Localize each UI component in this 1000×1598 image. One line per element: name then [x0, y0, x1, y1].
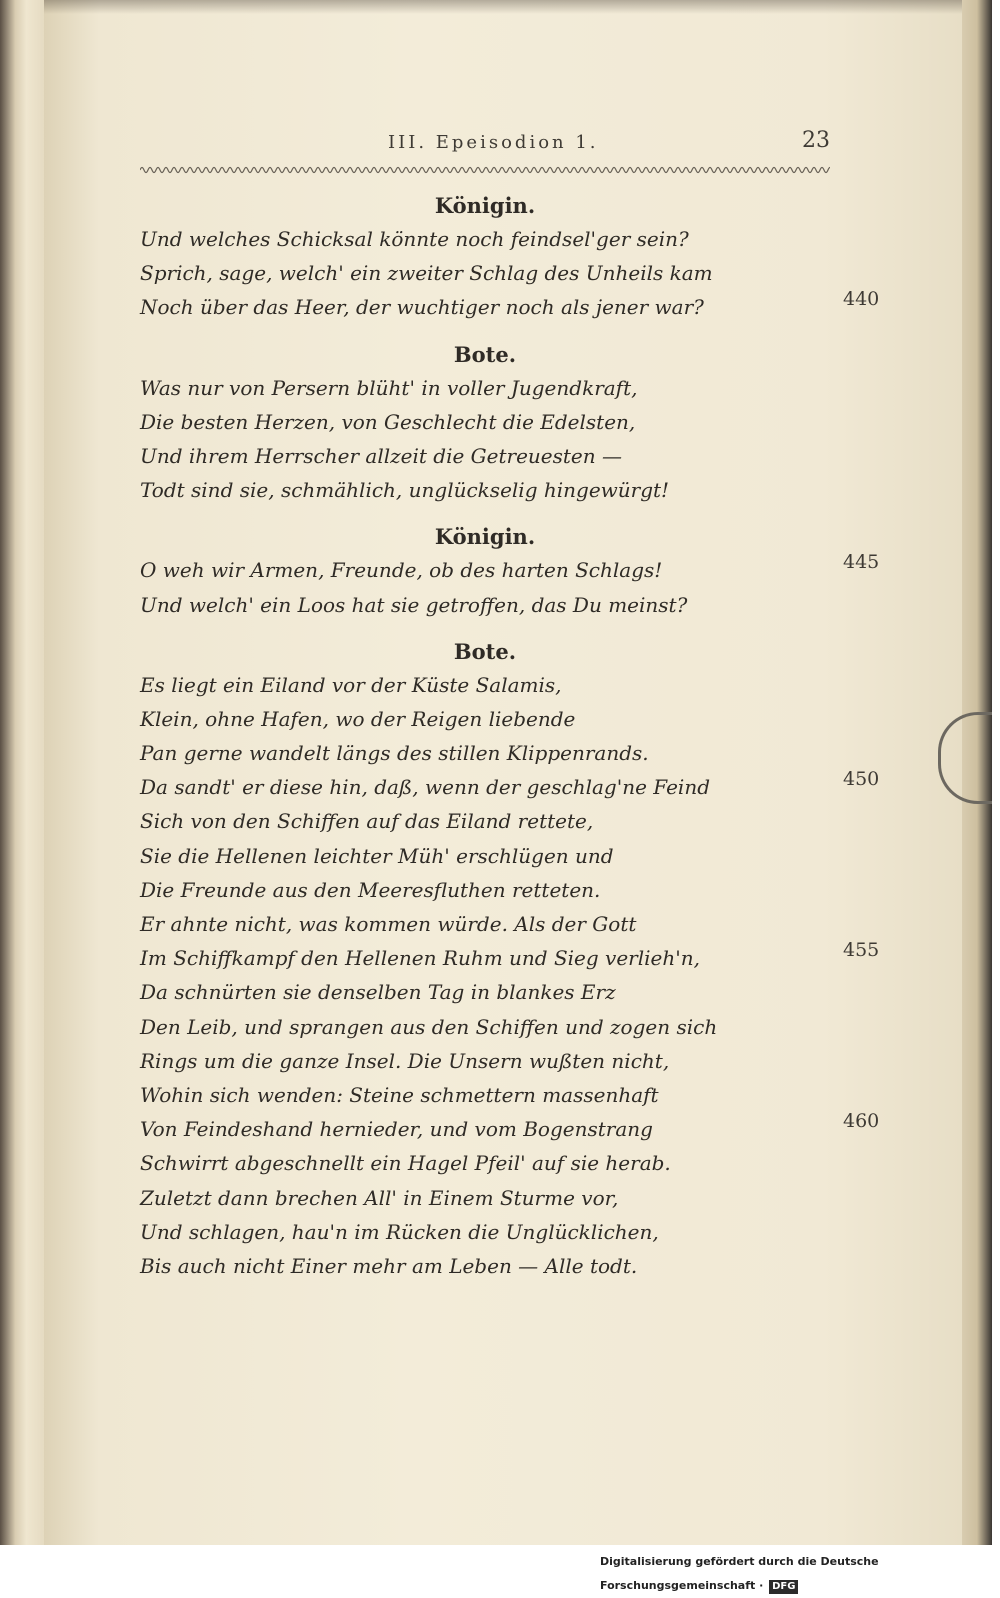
- header-title: III. Epeisodion 1.: [388, 132, 599, 153]
- book-edge: [0, 0, 44, 1545]
- verse-line: [140, 873, 900, 907]
- verse-line: [140, 405, 900, 439]
- verse-line: [140, 473, 900, 507]
- verse-text: Wohin sich wenden: Steine schmettern massenhaft: [140, 1082, 659, 1107]
- line-number: 450: [843, 768, 880, 791]
- verse-text: Von Feindeshand hernieder, und vom Bogenstrang: [140, 1117, 653, 1142]
- block-gap: [140, 325, 900, 339]
- verse-line: [140, 1044, 900, 1078]
- verse-line: [140, 1215, 900, 1249]
- verse-text: Da schnürten sie denselben Tag in blankes Erz: [140, 980, 616, 1005]
- page-shadow: [44, 0, 962, 14]
- verse-line: [140, 804, 900, 838]
- verse-text: Klein, ohne Hafen, wo der Reigen liebende: [140, 706, 576, 731]
- verse-text: Pan gerne wandelt längs des stillen Klippenrands.: [140, 741, 649, 766]
- verse-line: [140, 668, 900, 702]
- verse-text: Es liegt ein Eiland vor der Küste Salamis,: [140, 672, 562, 697]
- verse-line: [140, 553, 900, 587]
- verse-line: [140, 439, 900, 473]
- verse-text: Sie die Hellenen leichter Müh' erschlügen und: [140, 843, 614, 868]
- verse-text: Schwirrt abgeschnellt ein Hagel Pfeil' auf sie herab.: [140, 1151, 671, 1176]
- running-header: [140, 128, 830, 162]
- ornamental-rule: [140, 163, 830, 177]
- speaker-name: Königin.: [434, 193, 536, 218]
- verse-text: Da sandt' er diese hin, daß, wenn der geschlag'ne Feind: [140, 775, 711, 800]
- verse-line: [140, 371, 900, 405]
- verse-line: [140, 941, 900, 975]
- verse-text: Rings um die ganze Insel. Die Unsern wußten nicht,: [140, 1048, 670, 1073]
- verse-text: Die Freunde aus den Meeresfluthen retteten.: [140, 877, 601, 902]
- verse-line: [140, 290, 900, 324]
- verse-line: [140, 907, 900, 941]
- verse-text: Er ahnte nicht, was kommen würde. Als der Gott: [140, 912, 637, 936]
- verse-text: Noch über das Heer, der wuchtiger noch als jener war?: [140, 295, 704, 320]
- verse-text: Den Leib, und sprangen aus den Schiffen und zogen sich: [140, 1014, 718, 1039]
- verse-text: Im Schiffkampf den Hellenen Ruhm und Sieg verlieh'n,: [140, 946, 700, 971]
- verse-line: [140, 222, 900, 256]
- verse-text: Sich von den Schiffen auf das Eiland rettete,: [140, 809, 594, 834]
- verse-text: Und welches Schicksal könnte noch feindsel'ger sein?: [140, 227, 689, 251]
- verse-line: [140, 1112, 900, 1146]
- verse-line: [140, 702, 900, 736]
- verse-line: [140, 1146, 900, 1180]
- verse-line: [140, 256, 900, 290]
- verse-text: Todt sind sie, schmählich, unglückselig hingewürgt!: [140, 478, 670, 503]
- speaker-name: Bote.: [453, 638, 517, 664]
- drama-text: [140, 190, 900, 1283]
- verse-line: [140, 736, 900, 770]
- line-number: 445: [843, 551, 880, 574]
- verse-line: [140, 1249, 900, 1283]
- dfg-logo: DFG: [769, 1580, 798, 1594]
- verse-line: [140, 1078, 900, 1112]
- line-number: 440: [843, 288, 880, 311]
- verse-text: Sprich, sage, welch' ein zweiter Schlag des Unheils kam: [140, 261, 713, 286]
- verse-text: Und welch' ein Loos hat sie getroffen, das Du meinst?: [140, 592, 688, 617]
- credit-text: Digitalisierung gefördert durch die Deutsche Forschungsgemeinschaft ·: [600, 1555, 879, 1592]
- line-number: 460: [843, 1110, 880, 1133]
- speaker-name: Königin.: [434, 524, 536, 550]
- verse-text: Bis auch nicht Einer mehr am Leben — Alle todt.: [140, 1253, 638, 1278]
- line-number: 455: [843, 939, 880, 962]
- footer-credit: [600, 1550, 995, 1592]
- verse-line: [140, 839, 900, 873]
- verse-text: Was nur von Persern blüht' in voller Jugendkraft,: [140, 375, 638, 400]
- speaker-name: Bote.: [453, 341, 517, 367]
- verse-text: Und ihrem Herrscher allzeit die Getreuesten —: [140, 443, 623, 468]
- verse-text: Zuletzt dann brechen All' in Einem Sturme vor,: [140, 1185, 619, 1210]
- verse-text: O weh wir Armen, Freunde, ob des harten Schlags!: [140, 558, 663, 583]
- block-gap: [140, 622, 900, 636]
- block-gap: [140, 507, 900, 521]
- verse-line: [140, 588, 900, 622]
- verse-line: [140, 975, 900, 1009]
- verse-line: [140, 1010, 900, 1044]
- page-number: 23: [802, 128, 830, 153]
- verse-line: [140, 770, 900, 804]
- verse-line: [140, 1181, 900, 1215]
- verse-text: Die besten Herzen, von Geschlecht die Edelsten,: [140, 409, 636, 434]
- verse-text: Und schlagen, hau'n im Rücken die Unglücklichen,: [140, 1219, 659, 1244]
